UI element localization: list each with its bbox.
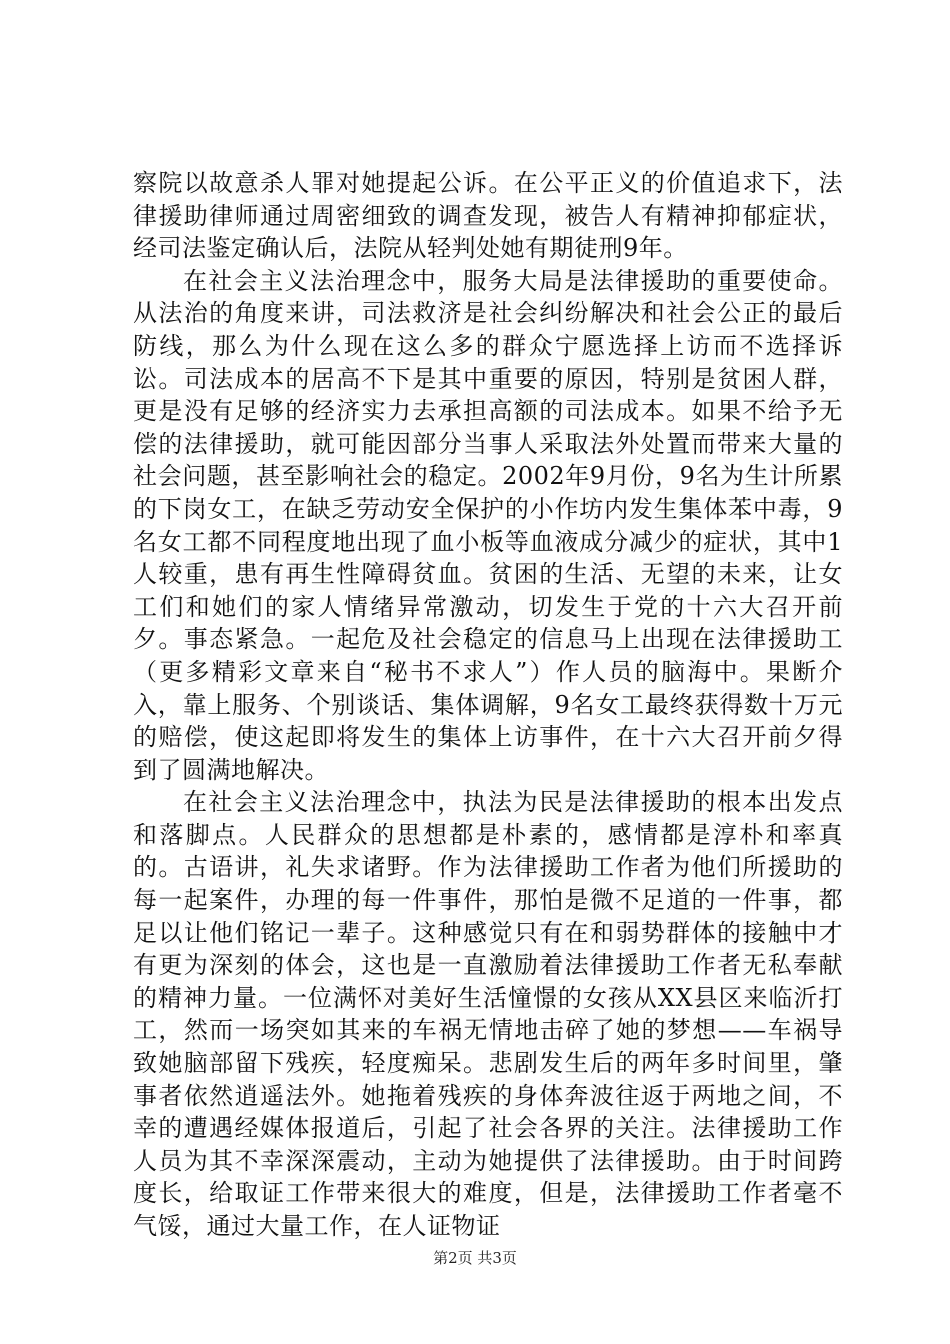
page-number-footer: 第2页 共3页 xyxy=(433,1249,517,1267)
document-body xyxy=(133,167,843,1243)
paragraph-service-overall: 在社会主义法治理念中，服务大局是法律援助的重要使命。从法治的角度来讲，司法救济是社会纠纷解决和社会公正的最后防线，那么为什么现在这么多的群众宁愿选择上访而不选择诉讼。司法成本的居高不下是其中重要的原因，特别是贫困人群，更是没有足够的经济实力去承担高额的司法成本。如果不给予无偿的法律援助，就可能因部分当事人采取法外处置而带来大量的社会问题，甚至影响社会的稳定。2002年9月份，9名为生计所累的下岗女工，在缺乏劳动安全保护的小作坊内发生集体苯中毒，9名女工都不同程度地出现了血小板等血液成分减少的症状，其中1人较重，患有再生性障碍贫血。贫困的生活、无望的未来，让女工们和她们的家人情绪异常激动，切发生于党的十六大召开前夕。事态紧急。一起危及社会稳定的信息马上出现在法律援助工（更多精彩文章来自“秘书不求人”）作人员的脑海中。果断介入，靠上服务、个别谈话、集体调解，9名女工最终获得数十万元的赔偿，使这起即将发生的集体上访事件，在十六大召开前夕得到了圆满地解决。 xyxy=(133,266,843,784)
paragraph-law-for-people: 在社会主义法治理念中，执法为民是法律援助的根本出发点和落脚点。人民群众的思想都是朴素的，感情都是淳朴和率真的。古语讲，礼失求诸野。作为法律援助工作者为他们所援助的每一起案件，办理的每一件事件，那怕是微不足道的一件事，都足以让他们铭记一辈子。这种感觉只有在和弱势群体的接触中才有更为深刻的体会，这也是一直激励着法律援助工作者无私奉献的精神力量。一位满怀对美好生活憧憬的女孩从XX县区来临沂打工，然而一场突如其来的车祸无情地击碎了她的梦想——车祸导致她脑部留下残疾，轻度痴呆。悲剧发生后的两年多时间里，肇事者依然逍遥法外。她拖着残疾的身体奔波往返于两地之间，不幸的遭遇经媒体报道后，引起了社会各界的关注。法律援助工作人员为其不幸深深震动，主动为她提供了法律援助。由于时间跨度长，给取证工作带来很大的难度，但是，法律援助工作者毫不气馁，通过大量工作，在人证物证 xyxy=(133,788,843,1240)
paragraph-continuation: 察院以故意杀人罪对她提起公诉。在公平正义的价值追求下，法律援助律师通过周密细致的调查发现，被告人有精神抑郁症状，经司法鉴定确认后，法院从轻判处她有期徒刑9年。 xyxy=(133,169,843,263)
